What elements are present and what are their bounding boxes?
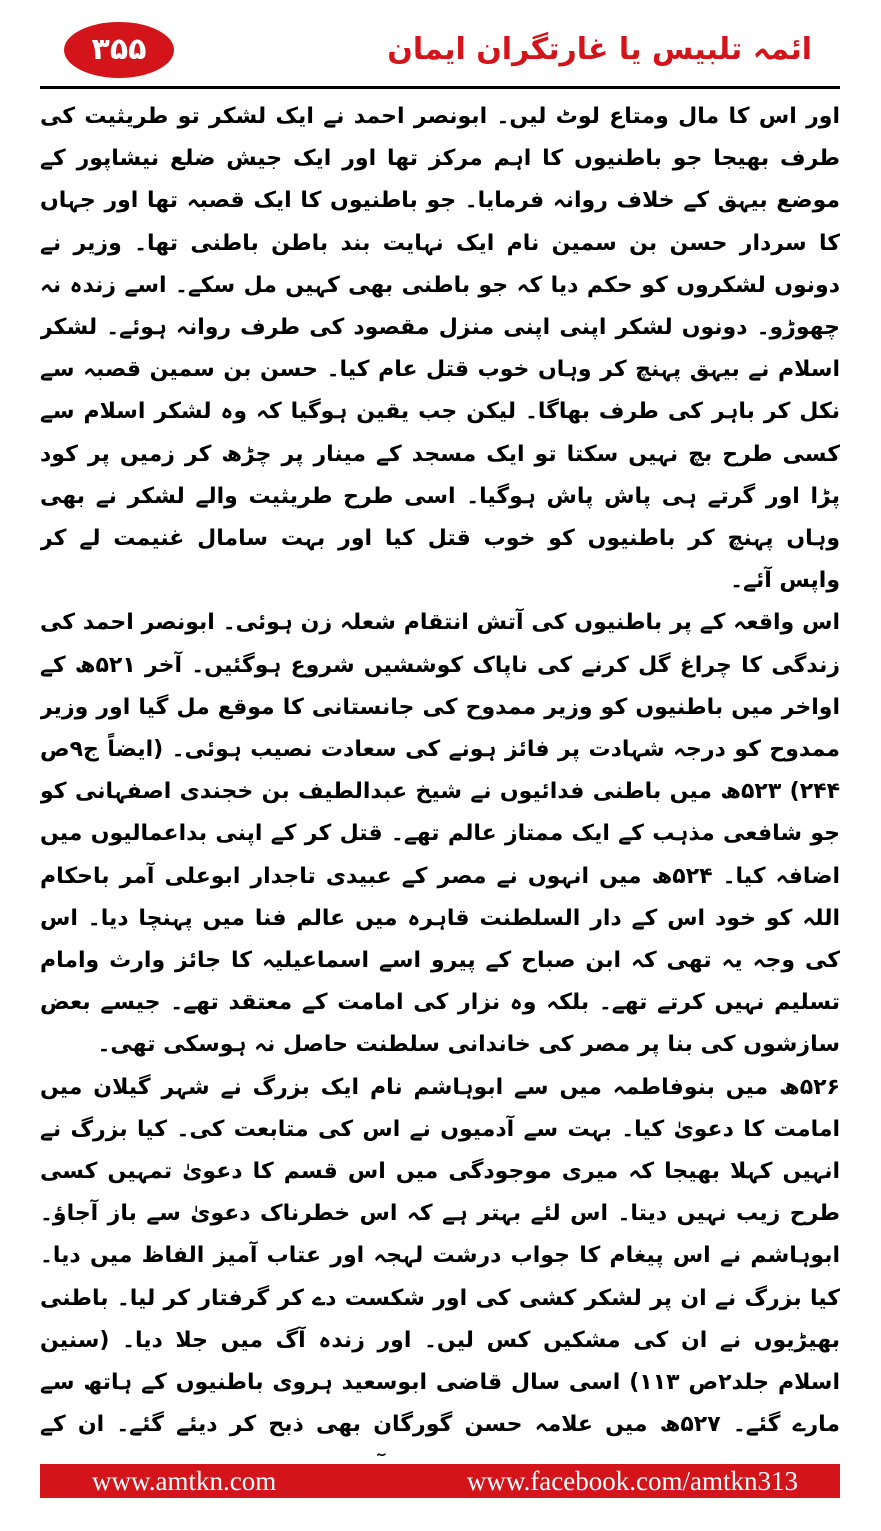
header-divider (40, 86, 840, 89)
website-link[interactable]: www.amtkn.com (92, 1466, 277, 1496)
page-header (34, 18, 844, 86)
facebook-link[interactable]: www.facebook.com/amtkn313 (466, 1466, 798, 1496)
book-title: ائمہ تلبیس یا غارتگران ایمان (387, 32, 812, 67)
footer-bar (40, 1464, 840, 1498)
paragraph-1: اور اس کا مال ومتاع لوٹ لیں۔ ابونصر احمد نے ایک لشکر تو طریثیت کی طرف بھیجا جو باطنیوں کا اہم مرکز تھا اور ایک جیش ضلع نیشاپور کے موضع بیہق کے خلاف روانہ فرمایا۔ جو باطنیوں کا ایک قصبہ تھا اور جہاں کا سردار حسن بن سمین نام ایک نہایت بند باطن باطنی تھا۔ وزیر نے دونوں لشکروں کو حکم دیا کہ جو باطنی بھی کہیں مل سکے۔ اسے زندہ نہ چھوڑو۔ دونوں لشکر اپنی اپنی منزل مقصود کی طرف روانہ ہوئے۔ لشکر اسلام نے بیہق پہنچ کر وہاں خوب قتل عام کیا۔ حسن بن سمین قصبہ سے نکل کر باہر کی طرف بھاگا۔ لیکن جب یقین ہوگیا کہ وہ لشکر اسلام سے کسی طرح بچ نہیں سکتا تو ایک مسجد کے مینار پر چڑھ کر زمیں پر کود پڑا اور گرتے ہی پاش پاش ہوگیا۔ اسی طرح طریثیت والے لشکر نے بھی وہاں پہنچ کر باطنیوں کو خوب قتل کیا اور بہت سامال غنیمت لے کر واپس آئے۔ (40, 104, 840, 594)
paragraph-2: اس واقعہ کے پر باطنیوں کی آتش انتقام شعلہ زن ہوئی۔ ابونصر احمد کی زندگی کا چراغ گل کرنے کی ناپاک کوششیں شروع ہوگئیں۔ آخر ۵۲۱ھ کے اواخر میں باطنیوں کو وزیر ممدوح کی جانستانی کا موقع مل گیا اور وزیر ممدوح کو درجہ شہادت پر فائز ہونے کی سعادت نصیب ہوئی۔ (ایضاً ج۹ص ۲۴۴) ۵۲۳ھ میں باطنی فدائیوں نے شیخ عبدالطیف بن خجندی اصفہانی کو جو شافعی مذہب کے ایک ممتاز عالم تھے۔ قتل کر کے اپنی بداعمالیوں میں اضافہ کیا۔ ۵۲۴ھ میں انہوں نے مصر کے عبیدی تاجدار ابوعلی آمر باحکام اللہ کو خود اس کے دار السلطنت قاہرہ میں عالم فنا میں پہنچا دیا۔ اس کی وجہ یہ تھی کہ ابن صباح کے پیرو اسے اسماعیلیہ کا جائز وارث وامام تسلیم نہیں کرتے تھے۔ بلکہ وہ نزار کی امامت کے معتقد تھے۔ جیسے بعض سازشوں کی بنا پر مصر کی خاندانی سلطنت حاصل نہ ہوسکی تھی۔ (40, 610, 840, 1058)
page-number-badge: ۳۵۵ (64, 22, 174, 78)
paragraph-3: ۵۲۶ھ میں بنوفاطمہ میں سے ابوہاشم نام ایک بزرگ نے شہر گیلان میں امامت کا دعویٰ کیا۔ بہت سے آدمیوں نے اس کی متابعت کی۔ کیا بزرگ نے انہیں کہلا بھیجا کہ میری موجودگی میں اس قسم کا دعویٰ تمہیں کسی طرح زیب نہیں دیتا۔ اس لئے بہتر ہے کہ اس خطرناک دعویٰ سے باز آجاؤ۔ ابوہاشم نے اس پیغام کا جواب درشت لہجہ اور عتاب آمیز الفاظ میں دیا۔ کیا بزرگ نے ان پر لشکر کشی کی اور شکست دے کر گرفتار کر لیا۔ باطنی بھیڑیوں نے ان کی مشکیں کس لیں۔ اور زندہ آگ میں جلا دیا۔ (سنین اسلام جلد۲ص ۱۱۳) اسی سال قاضی ابوسعید ہروی باطنیوں کے ہاتھ سے مارے گئے۔ ۵۲۷ھ میں علامہ حسن گورگان بھی ذبح کر دیئے گئے۔ ان کے (40, 1074, 840, 1438)
body-text (40, 96, 840, 1456)
